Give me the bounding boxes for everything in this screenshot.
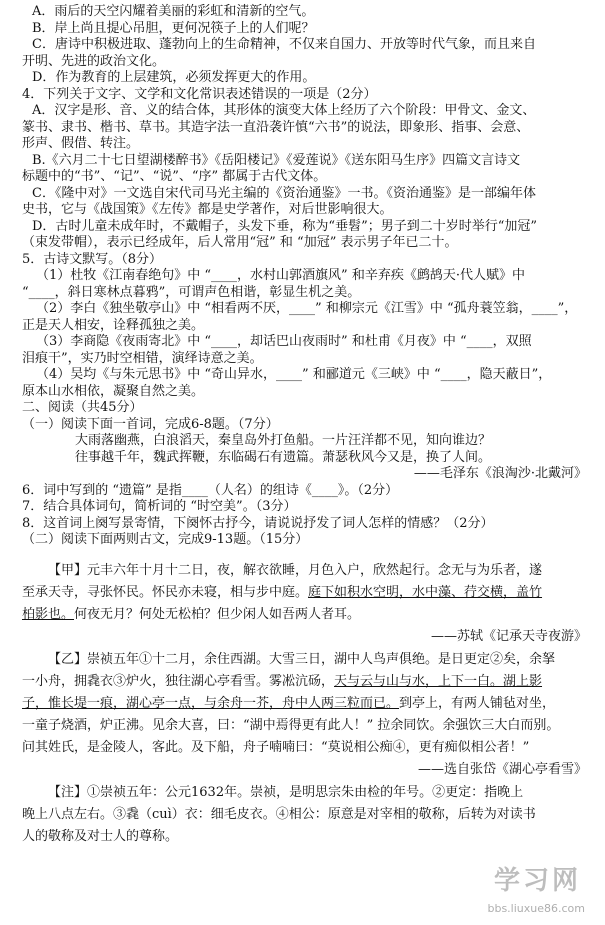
passage-b-line-4: 一童子烧酒，炉正沸。见余大喜，曰：“湖中焉得更有此人！” 拉余同饮。余强饮三大白而别。 xyxy=(22,718,560,733)
text-line-17: （1）杜牧《江南春绝句》中 “____，水村山郭酒旗风” 和辛弃疾《鹧鸪天·代人赋》中 xyxy=(36,268,525,283)
text-line-5: D．作为教育的上层建筑，必须发挥更大的作用。 xyxy=(32,70,316,85)
text-line-33: （二）阅读下面两则古文，完成9-13题。（15分） xyxy=(22,532,309,547)
text-line-27: 大雨落幽燕，白浪滔天，秦皇岛外打鱼船。一片汪洋都不见，知向谁边？ xyxy=(75,433,492,448)
passage-b-underlined-2: 子，惟长堤一痕，湖心亭一点，与余舟一芥，舟中人两三粒而已。 xyxy=(22,696,400,711)
text-line-4: 开明、先进的政治文化。 xyxy=(22,53,166,69)
passage-b-source: ——选自张岱《湖心亭看雪》 xyxy=(417,762,587,777)
text-line-14: D．古时儿童未成年时，不戴帽子，头发下垂，称为“垂髫”；男子到二十岁时举行“加冠” xyxy=(32,218,538,234)
text-line-18: “____，斜日寒林点暮鸦”，可谓声色相谐，彰显生机之美。 xyxy=(22,284,361,300)
text-line-7: A．汉字是形、音、义的结合体，其形体的演变大体上经历了六个阶段：甲骨文、金文、 xyxy=(32,103,536,118)
passage-a-underlined-2: 柏影也。 xyxy=(22,607,75,622)
text-line-6: 4．下列关于文字、文学和文化常识表述错误的一项是（2分） xyxy=(22,86,377,102)
text-line-32: 8．这首词上阕写景寄情，下阕怀古抒今，请说说抒发了词人怎样的情感？（2分） xyxy=(22,515,494,531)
text-line-23: （4）吴均《与朱元思书》中 “奇山异水，____” 和郦道元《三峡》中 “____，隐天蔽日”， xyxy=(36,367,552,382)
passage-a-underlined: 庭下如积水空明，水中藻、荇交横，盖竹 xyxy=(308,585,543,600)
text-line-19: （2）李白《独坐敬亭山》中 “相看两不厌，____” 和柳宗元《江雪》中 “孤舟蓑笠翁，____”， xyxy=(36,301,578,316)
passage-a-text: 至承天寺，寻张怀民。怀民亦未寝，相与步中庭。 xyxy=(22,585,309,600)
text-line-24: 原本山水相依，凝聚自然之美。 xyxy=(22,383,205,399)
text-line-16: 5．古诗文默写。（8分） xyxy=(22,251,163,267)
text-line-13: 史书，它与《战国策》《左传》都是史学著作，对后世影响很大。 xyxy=(22,202,393,217)
text-line-8: 篆书、隶书、楷书、草书。其造字法一直沿袭许慎“六书”的说法，即象形、指事、会意、 xyxy=(22,119,530,135)
passage-a-line-1: 【甲】元丰六年十月十二日，夜，解衣欲睡，月色入户，欣然起行。念无与为乐者，遂 xyxy=(48,563,543,578)
text-line-12: C．《隆中对》一文选自宋代司马光主编的《资治通鉴》一书。《资治通鉴》是一部编年体 xyxy=(32,185,536,201)
passage-a-line-3 xyxy=(22,607,360,623)
text-line-29: ——毛泽东《浪淘沙·北戴河》 xyxy=(413,466,587,481)
text-line-30: 6．词中写到的 “遗篇” 是指____（人名）的组诗《____》。（2分） xyxy=(22,482,399,498)
passage-b-line-2 xyxy=(22,674,542,690)
text-line-2: B．岸上尚且提心吊胆，更何况筷子上的人们呢？ xyxy=(32,20,315,36)
passage-b-line-1: 【乙】崇祯五年①十二月，余住西湖。大雪三日，湖中人鸟声俱绝。是日更定②矣，余拏 xyxy=(48,652,556,667)
passage-b-line-5: 问其姓氏，是金陵人，客此。及下船，舟子喃喃曰：“莫说相公痴④，更有痴似相公者！” xyxy=(22,740,530,755)
text-line-10: B.《六月二十七日望湖楼醉书》《岳阳楼记》《爱莲说》《送东阳马生序》四篇文言诗文 xyxy=(32,152,521,168)
text-line-20: 正是天人相安，诠释孤独之美。 xyxy=(22,317,205,333)
passage-a-source: ——苏轼《记承天寺夜游》 xyxy=(430,629,587,644)
passage-b-text-2: 到亭上，有两人铺毡对坐， xyxy=(399,696,556,711)
passage-b-text: 一小舟，拥毳衣③炉火，独往湖心亭看雪。雾凇沆砀， xyxy=(22,674,335,689)
text-line-11: 标题中的“书”、“记”、“说”、“序” 都属于古代文体。 xyxy=(22,169,327,184)
text-line-9: 形声、假借、转注。 xyxy=(22,136,140,151)
notes-line-1: 【注】①崇祯五年：公元1632年。崇祯，是明思宗朱由检的年号。②更定：指晚上 xyxy=(48,785,524,800)
text-line-28: 往事越千年，魏武挥鞭，东临碣石有遗篇。萧瑟秋风今又是，换了人间。 xyxy=(75,449,492,465)
passage-b-underlined: 天与云与山与水，上下一白。湖上影 xyxy=(334,674,543,689)
text-line-25: 二、阅读（共45分） xyxy=(22,400,143,415)
text-line-22: 泪痕干”，实乃时空相错，演绎诗意之美。 xyxy=(22,350,263,366)
text-line-15: （束发带帽），表示已经成年，后人常用“冠” 和 “加冠” 表示男子年已二十。 xyxy=(22,235,458,250)
passage-a-text-2: 何夜无月？何处无松柏？但少闲人如吾两人者耳。 xyxy=(74,607,361,622)
text-line-1: A．雨后的天空闪耀着美丽的彩虹和清新的空气。 xyxy=(32,4,315,19)
text-line-31: 7．结合具体词句，简析词的 “时空美”。（3分） xyxy=(22,499,297,514)
notes-line-3: 人的敬称及对士人的尊称。 xyxy=(22,829,179,844)
watermark xyxy=(401,860,591,915)
text-line-21: （3）李商隐《夜雨寄北》中 “____，却话巴山夜雨时” 和杜甫《月夜》中 “____，双照 xyxy=(36,334,532,349)
text-line-3: C．唐诗中积极进取、蓬勃向上的生命精神，不仅来自国力、开放等时代气象，而且来自 xyxy=(32,37,536,52)
passage-a-line-2 xyxy=(22,585,542,601)
text-line-26: （一）阅读下面一首词，完成6-8题。（7分） xyxy=(22,416,279,432)
watermark-logo: 学习网 xyxy=(493,866,581,896)
notes-line-2: 晚上八点左右。③毳（cuì）衣：细毛皮衣。④相公：原意是对宰相的敬称，后转为对读书 xyxy=(22,807,536,822)
watermark-url: bbs.liuxue86.com xyxy=(487,902,585,915)
passage-b-line-3 xyxy=(22,696,555,712)
